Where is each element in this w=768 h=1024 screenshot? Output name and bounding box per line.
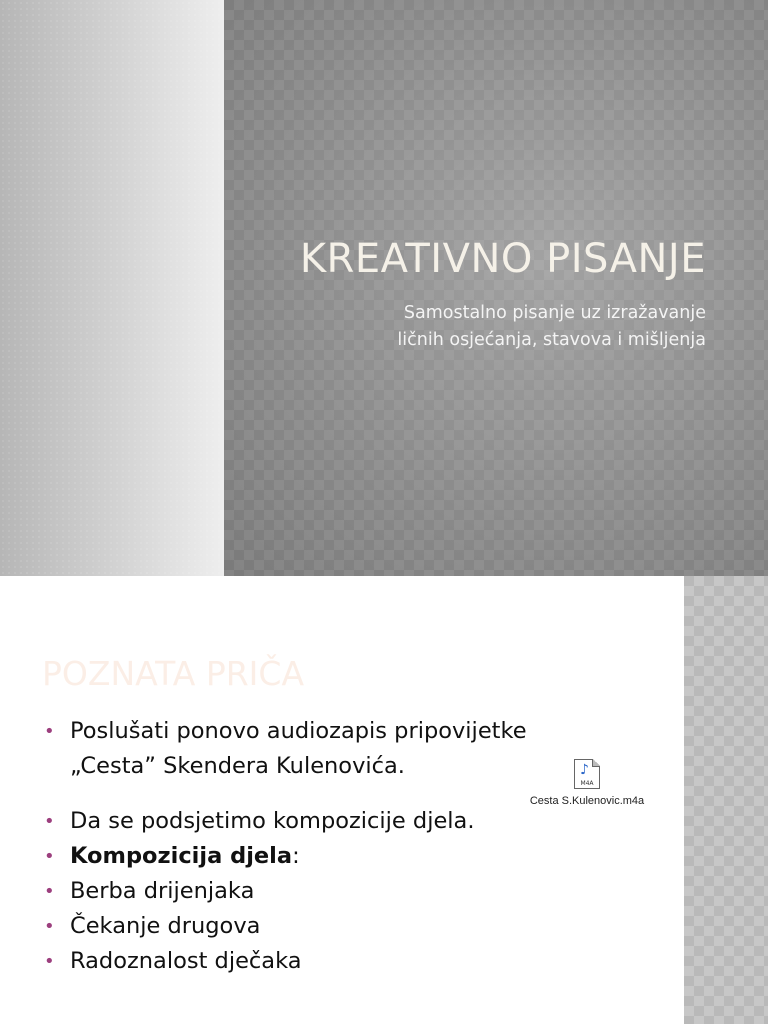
slide-title: KREATIVNO PISANJE <box>299 236 706 282</box>
audio-file-icon[interactable]: ♪ M4A <box>574 759 600 789</box>
bullet-item <box>44 909 684 944</box>
file-extension-label: M4A <box>580 780 594 787</box>
bullet-icon: • <box>44 811 55 832</box>
bullet-text: Čekanje drugova <box>70 913 261 939</box>
bullet-icon: • <box>44 846 55 867</box>
title-slide-left-panel <box>0 0 224 576</box>
bullet-item <box>44 944 684 979</box>
bullet-text: Berba drijenjaka <box>70 878 255 904</box>
bullet-item <box>44 839 684 874</box>
bullet-item <box>44 874 684 909</box>
bullet-icon: • <box>44 916 55 937</box>
bullet-text: Radoznalost dječaka <box>70 948 302 974</box>
bullet-list <box>44 714 684 979</box>
bullet-text: Da se podsjetimo kompozicije djela. <box>70 808 475 834</box>
bullet-text-line-1: Poslušati ponovo audiozapis pripovijetke <box>70 718 527 744</box>
bullet-text-line-2: „Cesta” Skendera Kulenovića. <box>70 753 405 779</box>
bullet-icon: • <box>44 951 55 972</box>
attachment-file-name[interactable]: Cesta S.Kulenovic.m4a <box>529 795 645 807</box>
subtitle-line-2: ličnih osjećanja, stavova i mišljenja <box>397 330 706 350</box>
bullet-text: Kompozicija djela <box>70 843 293 869</box>
bullet-icon: • <box>44 881 55 902</box>
subtitle-line-1: Samostalno pisanje uz izražavanje <box>403 303 706 323</box>
slide-heading: POZNATA PRIČA <box>42 654 305 693</box>
bullet-text-suffix: : <box>292 843 300 869</box>
bullet-item <box>44 804 684 839</box>
bullet-icon: • <box>44 721 55 742</box>
title-slide-right-panel <box>224 0 768 576</box>
content-slide <box>0 576 768 1024</box>
decorative-strip <box>684 576 768 1024</box>
audio-attachment[interactable] <box>522 759 652 807</box>
slide-subtitle <box>286 300 706 354</box>
